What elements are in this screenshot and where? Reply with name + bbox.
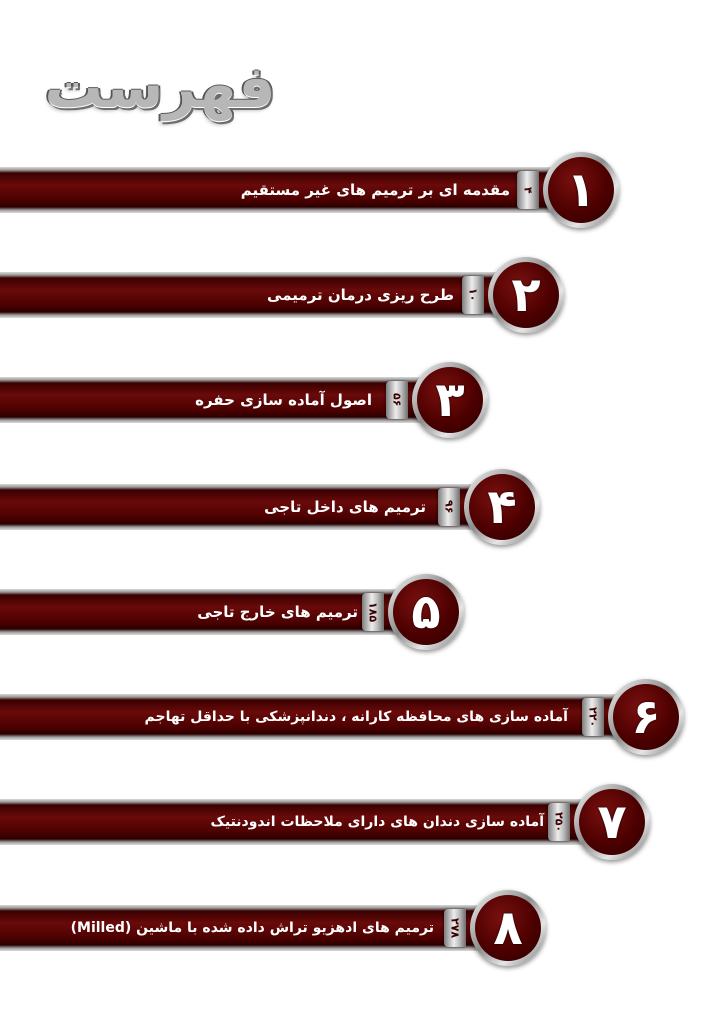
chapter-number: ۲	[493, 262, 559, 328]
chapter-number-badge	[412, 362, 488, 438]
toc-item-6[interactable]	[0, 672, 696, 762]
page-number-tab: ۱۸۵	[362, 593, 384, 631]
toc-item-3[interactable]	[0, 355, 500, 445]
chapter-number-badge	[608, 679, 684, 755]
chapter-number: ۱	[548, 157, 614, 223]
chapter-number-badge	[470, 890, 546, 966]
chapter-number: ۸	[475, 895, 541, 961]
toc-item-label: ترمیم های داخل تاجی	[264, 498, 426, 516]
toc-item-2[interactable]	[0, 250, 580, 340]
page-number-tab: ۲۵۰	[548, 803, 570, 841]
page-number-tab: ۲۲۰	[582, 698, 604, 736]
toc-item-7[interactable]	[0, 777, 660, 867]
chapter-number-badge	[464, 469, 540, 545]
page-number-tab: ۵۶	[386, 381, 408, 419]
toc-item-label: ترمیم های خارج تاجی	[197, 603, 358, 621]
toc-item-4[interactable]	[0, 462, 560, 552]
page-title: فهرست	[44, 53, 276, 121]
toc-item-8[interactable]	[0, 883, 560, 973]
chapter-number-badge	[574, 784, 650, 860]
toc-item-label: طرح ریزی درمان ترمیمی	[267, 286, 454, 304]
toc-item-1[interactable]	[0, 145, 630, 235]
toc-item-5[interactable]	[0, 567, 480, 657]
chapter-number-badge	[388, 574, 464, 650]
chapter-number: ۴	[469, 474, 535, 540]
toc-item-label: ترمیم های ادهزیو تراش داده شده با ماشین (Milled)	[70, 920, 434, 936]
chapter-number: ۷	[579, 789, 645, 855]
toc-item-label: آماده سازی دندان های دارای ملاحظات اندودنتیک	[210, 814, 544, 830]
chapter-number: ۳	[417, 367, 483, 433]
toc-item-label: آماده سازی های محافظه کارانه ، دندانپزشکی با حداقل تهاجم	[144, 709, 568, 725]
page-number-tab: ۴	[517, 171, 539, 209]
chapter-number: ۵	[393, 579, 459, 645]
page-number-tab: ۲۷۸	[444, 909, 466, 947]
toc-item-label: مقدمه ای بر ترمیم های غیر مستقیم	[240, 181, 510, 199]
page-number-tab: ۹۶	[438, 488, 460, 526]
chapter-number: ۶	[613, 684, 679, 750]
page-number-tab: ۱۰	[462, 276, 484, 314]
chapter-number-badge	[488, 257, 564, 333]
chapter-number-badge	[543, 152, 619, 228]
toc-item-label: اصول آماده سازی حفره	[195, 391, 372, 409]
